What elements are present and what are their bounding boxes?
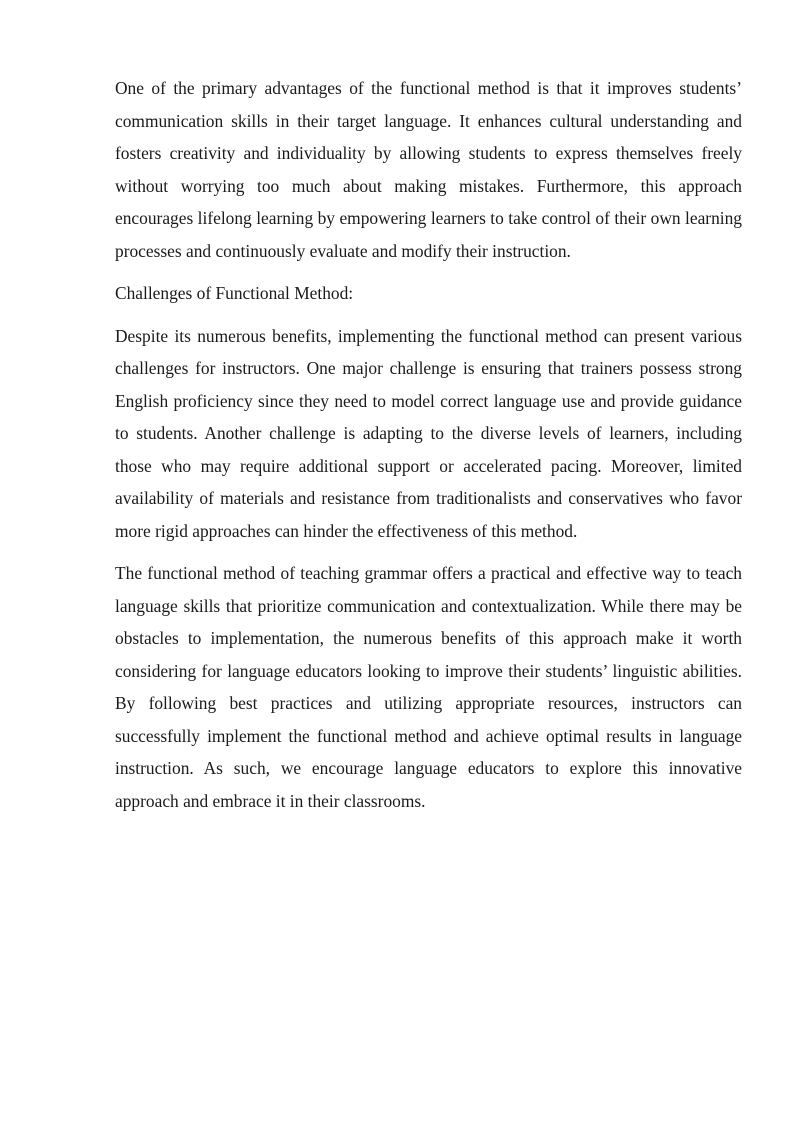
paragraph-conclusion: The functional method of teaching grammar offers a practical and effective way to teach language skills that prioritize communication and contextualization. While there may be obstacles to implementation, the numerous benefits of this approach make it worth considering for language educators looking to improve their students’ linguistic abilities. By following best practices and utilizing appropriate resources, instructors can successfully implement the functional method and achieve optimal results in language instruction. As such, we encourage language educators to explore this innovative approach and embrace it in their classrooms. (115, 563, 742, 811)
document-body (115, 72, 742, 827)
section-heading-challenges: Challenges of Functional Method: (115, 283, 354, 303)
paragraph-advantages: One of the primary advantages of the functional method is that it improves students’ communication skills in their target language. It enhances cultural understanding and fosters creativity and individuality by allowing students to express themselves freely without worrying too much about making mistakes. Furthermore, this approach encourages lifelong learning by empowering learners to take control of their own learning processes and continuously evaluate and modify their instruction. (115, 78, 742, 261)
paragraph-challenges: Despite its numerous benefits, implementing the functional method can present various challenges for instructors. One major challenge is ensuring that trainers possess strong English proficiency since they need to model correct language use and provide guidance to students. Another challenge is adapting to the diverse levels of learners, including those who may require additional support or accelerated pacing. Moreover, limited availability of materials and resistance from traditionalists and conservatives who favor more rigid approaches can hinder the effectiveness of this method. (115, 325, 742, 541)
